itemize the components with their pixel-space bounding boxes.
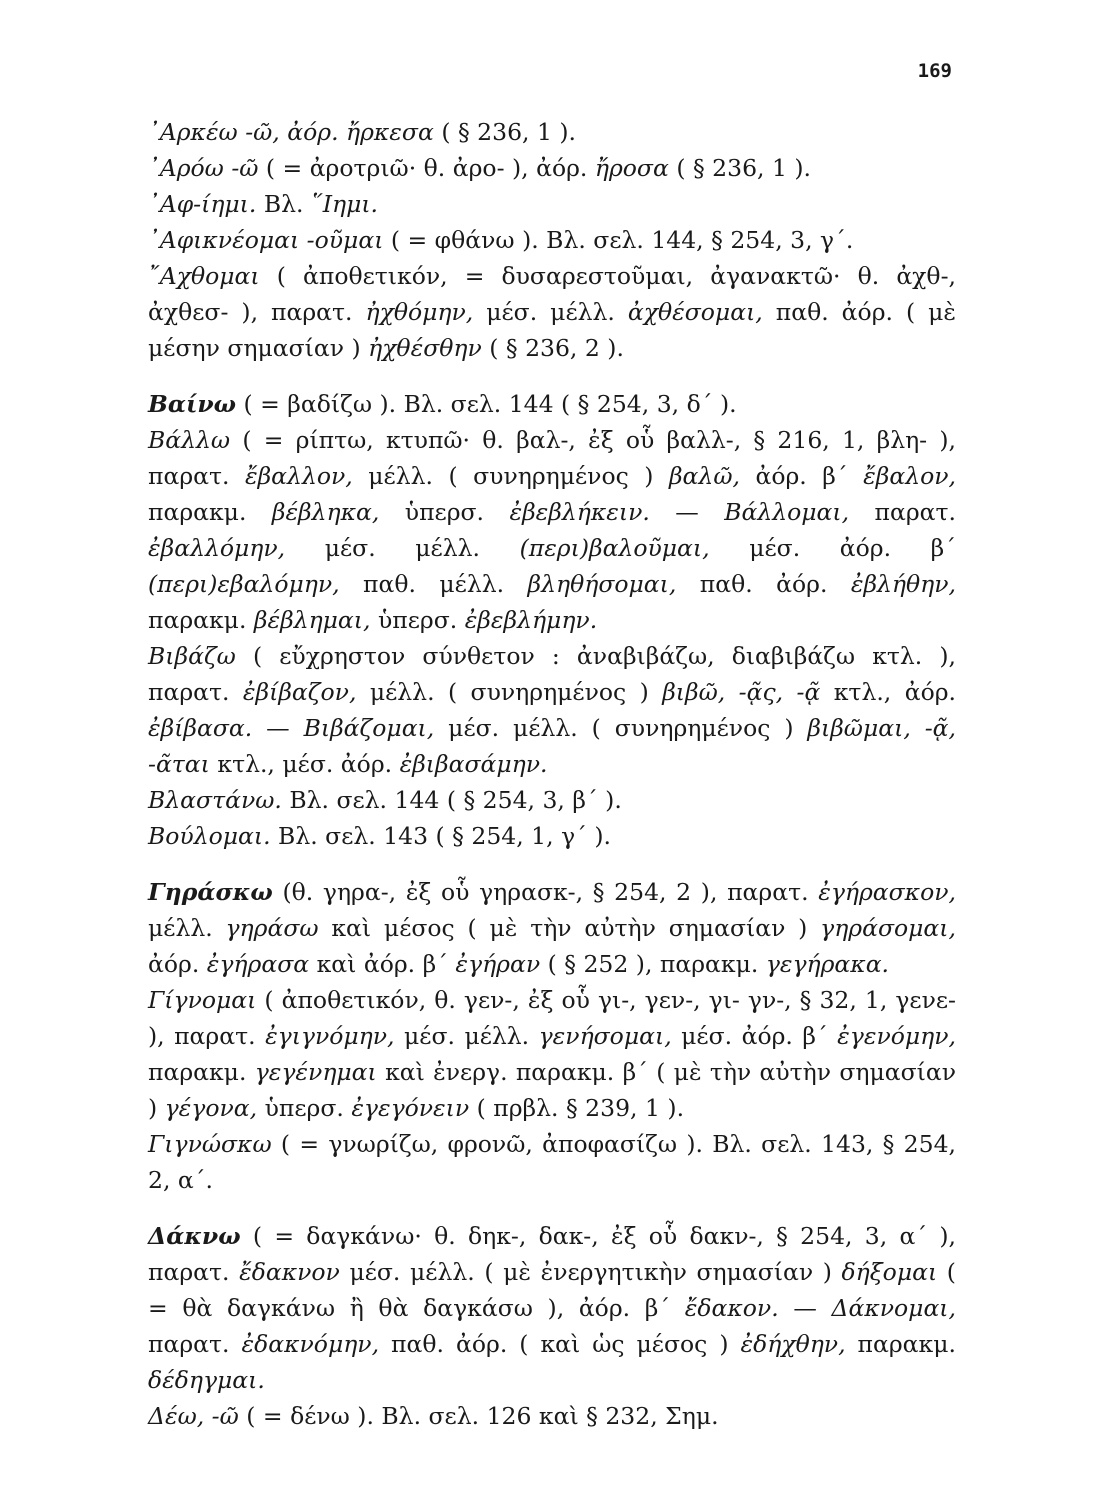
entry-headword: Βάλλω	[148, 426, 231, 454]
entry-text: Βλ. σελ. 143 ( § 254, 1, γ΄ ).	[270, 822, 611, 850]
entry-headword: Γιγνώσκω	[148, 1130, 272, 1158]
entry-text: —	[649, 498, 725, 526]
dictionary-text	[148, 114, 956, 1434]
entry-text: παρακμ.	[148, 606, 254, 634]
entry-text: ἠχθέσθην	[368, 334, 482, 362]
entry-text: ἔβαλον,	[863, 462, 956, 490]
entry-text: ἐγιγνόμην,	[265, 1022, 395, 1050]
entry-headword: Βλαστάνω.	[148, 786, 282, 814]
entry-headword: ᾿Αφ-ίημι.	[148, 190, 257, 218]
entry-text: (θ. γηρα-, ἐξ οὗ γηρασκ-, § 254, 2 ), παρατ.	[272, 878, 819, 906]
entry-text: δέδηγμαι.	[148, 1366, 265, 1394]
entry-text: Βιβάζομαι,	[303, 714, 435, 742]
verb-entry	[148, 258, 956, 366]
entry-text: μέσ. μέλλ.	[473, 298, 628, 326]
entry-text: μέσ. μέλλ.	[285, 534, 520, 562]
verb-entry	[148, 422, 956, 638]
entry-text: δήξομαι	[841, 1258, 938, 1286]
entry-text: ὑπερσ.	[370, 606, 465, 634]
entry-text: μέσ. ἀόρ. β΄	[709, 534, 956, 562]
entry-headword: Βούλομαι.	[148, 822, 271, 850]
verb-entry	[148, 982, 956, 1126]
entry-text: μέλλ. ( συνηρημένος )	[352, 462, 669, 490]
entry-text: ( § 236, 1 ).	[668, 154, 812, 182]
entry-text: ( § 252 ), παρακμ.	[540, 950, 766, 978]
entry-text: ἐβλήθην,	[850, 570, 956, 598]
entry-text: γεγήρακα.	[765, 950, 890, 978]
entry-text: ( πρβλ. § 239, 1 ).	[469, 1094, 685, 1122]
entry-headword: Γηράσκω	[148, 878, 273, 906]
entry-text: παθ. ἀόρ. ( μὲ μέσην σημασίαν )	[148, 298, 957, 362]
entry-text: Βάλλομαι,	[724, 498, 850, 526]
entry-text: βαλῶ,	[668, 462, 740, 490]
verb-entry	[148, 1218, 956, 1398]
entry-text: ( = φθάνω ). Βλ. σελ. 144, § 254, 3, γ΄.	[383, 226, 854, 254]
entry-text: γενήσομαι,	[538, 1022, 672, 1050]
verb-entry	[148, 114, 956, 150]
entry-text: ὑπερσ.	[379, 498, 510, 526]
entry-text: βληθήσομαι,	[527, 570, 677, 598]
entry-text: καὶ ἀόρ. β΄	[309, 950, 456, 978]
entry-headword: Δάκνω	[148, 1222, 241, 1250]
entry-text: ἐβεβλήκειν.	[509, 498, 650, 526]
entry-text: ἐβεβλήμην.	[464, 606, 598, 634]
entry-text: ἐγήραν	[455, 950, 541, 978]
entry-headword: ᾿Αφικνέομαι -οῦμαι	[148, 226, 384, 254]
entry-text: βέβληκα,	[271, 498, 380, 526]
entry-text: ἐγενόμην,	[837, 1022, 956, 1050]
entry-text: μέλλ.	[148, 914, 226, 942]
entry-text: καὶ ἐνεργ. παρακμ. β΄ ( μὲ τὴν αὐτὴν σημασίαν )	[148, 1058, 957, 1122]
verb-entry	[148, 782, 956, 818]
entry-text: ὑπερσ.	[257, 1094, 352, 1122]
entry-headword: Δέω, -ῶ	[148, 1402, 239, 1430]
entry-text: ( εὔχρηστον σύνθετον : ἀναβιβάζω, διαβιβάζω κτλ. ), παρατ.	[148, 642, 956, 706]
entry-text: βιβῶμαι, -ᾷ, -ᾶται	[148, 714, 956, 778]
entry-text: καὶ μέσος ( μὲ τὴν αὐτὴν σημασίαν )	[318, 914, 821, 942]
entry-text: παρακμ.	[148, 498, 272, 526]
entry-text: ( = ἀροτριῶ· θ. ἀρο- ), ἀόρ.	[258, 154, 595, 182]
entry-headword: ᾿Αρόω -ῶ	[148, 154, 259, 182]
entry-text: βιβῶ, -ᾷς, -ᾷ	[662, 678, 821, 706]
entry-text: ἐδακνόμην,	[241, 1330, 380, 1358]
entry-text: —	[252, 714, 304, 742]
entry-text: ( ἀποθετικόν, = δυσαρεστοῦμαι, ἀγανακτῶ· θ. ἀχθ-, ἀχθεσ- ), παρατ.	[148, 262, 956, 326]
entry-text: ( § 236, 1 ).	[433, 118, 577, 146]
entry-headword: Βαίνω	[148, 390, 236, 418]
verb-entry	[148, 150, 956, 186]
entry-text: Βλ.	[256, 190, 311, 218]
entry-text: παθ. ἀόρ. ( καὶ ὡς μέσος )	[379, 1330, 741, 1358]
entry-text: παρακμ.	[845, 1330, 956, 1358]
entry-text: βέβλημαι,	[253, 606, 371, 634]
entry-text: ἀχθέσομαι,	[627, 298, 763, 326]
entry-headword: ῎Αχθομαι	[148, 262, 260, 290]
verb-entry	[148, 1398, 956, 1434]
verb-entry	[148, 638, 956, 782]
entry-text: μέλλ. ( συνηρημένος )	[356, 678, 663, 706]
entry-text: ἐβίβασα.	[148, 714, 253, 742]
entry-text: ἐδήχθην,	[740, 1330, 846, 1358]
entry-text: μέσ. μέλλ.	[394, 1022, 539, 1050]
entry-headword: Γίγνομαι	[148, 986, 257, 1014]
entry-text: ἔβαλλον,	[244, 462, 353, 490]
verb-entry	[148, 1126, 956, 1198]
entry-headword: Βιβάζω	[148, 642, 236, 670]
entry-text: ἔδακνον	[239, 1258, 340, 1286]
entry-text: ἐβαλλόμην,	[148, 534, 286, 562]
entry-text: ῞Ιημι.	[310, 190, 379, 218]
entry-text: ἐγήρασα	[206, 950, 310, 978]
entry-text: ( = βαδίζω ). Βλ. σελ. 144 ( § 254, 3, δ΄ ).	[236, 390, 737, 418]
entry-text: ἀόρ.	[148, 950, 207, 978]
entry-text: ( = ρίπτω, κτυπῶ· θ. βαλ-, ἐξ οὗ βαλλ-, § 216, 1, βλη- ), παρατ.	[148, 426, 956, 490]
entry-text: μέσ. ἀόρ. β΄	[671, 1022, 838, 1050]
entry-text: γέγονα,	[164, 1094, 258, 1122]
page-number: 169	[917, 60, 952, 82]
entry-text: κτλ., ἀόρ.	[820, 678, 956, 706]
entry-text: γεγένημαι	[254, 1058, 377, 1086]
entry-text: παρατ.	[148, 1330, 242, 1358]
entry-text: (περι)εβαλόμην,	[148, 570, 340, 598]
entry-text: παθ. μέλλ.	[339, 570, 528, 598]
verb-entry	[148, 874, 956, 982]
entry-text: γηράσομαι,	[820, 914, 956, 942]
entry-text: μέσ. μέλλ. ( συνηρημένος )	[434, 714, 808, 742]
entry-text: ( ἀποθετικόν, θ. γεν-, ἐξ οὗ γι-, γεν-, γι- γν-, § 32, 1, γενε- ), παρατ.	[148, 986, 956, 1050]
verb-entry	[148, 222, 956, 258]
entry-text: ἀόρ. β΄	[739, 462, 864, 490]
entry-text: ἐγήρασκον,	[818, 878, 956, 906]
entry-text: ( = δένω ). Βλ. σελ. 126 καὶ § 232, Σημ.	[238, 1402, 719, 1430]
entry-text: ἔδακον.	[684, 1294, 779, 1322]
entry-text: ἐβίβαζον,	[242, 678, 357, 706]
entry-text: γηράσω	[225, 914, 319, 942]
entry-text: —	[778, 1294, 832, 1322]
entry-text: ( = θὰ δαγκάνω ἢ θὰ δαγκάσω ), ἀόρ. β΄	[148, 1258, 956, 1322]
entry-text: ( = δαγκάνω· θ. δηκ-, δακ-, ἐξ οὗ δακν-, § 254, 3, α΄ ), παρατ.	[148, 1222, 956, 1286]
entry-text: ( = γνωρίζω, φρονῶ, ἀποφασίζω ). Βλ. σελ. 143, § 254, 2, α΄.	[148, 1130, 956, 1194]
entry-text: μέσ. μέλλ. ( μὲ ἐνεργητικὴν σημασίαν )	[339, 1258, 842, 1286]
verb-entry	[148, 818, 956, 854]
entry-text: Δάκνομαι,	[831, 1294, 956, 1322]
entry-text: (περι)βαλοῦμαι,	[519, 534, 710, 562]
entry-text: παρακμ.	[148, 1058, 255, 1086]
entry-text: παρατ.	[849, 498, 956, 526]
verb-entry	[148, 186, 956, 222]
entry-text: παθ. ἀόρ.	[676, 570, 851, 598]
entry-text: ἐγεγόνειν	[351, 1094, 470, 1122]
entry-text: ἤροσα	[594, 154, 669, 182]
entry-text: ( § 236, 2 ).	[481, 334, 624, 362]
entry-text: ἠχθόμην,	[365, 298, 474, 326]
verb-entry	[148, 386, 956, 422]
entry-text: ἐβιβασάμην.	[399, 750, 548, 778]
entry-text: κτλ., μέσ. ἀόρ.	[209, 750, 400, 778]
entry-text: Βλ. σελ. 144 ( § 254, 3, β΄ ).	[281, 786, 622, 814]
entry-headword: ᾿Αρκέω -ῶ, ἀόρ. ἤρκεσα	[148, 118, 434, 146]
